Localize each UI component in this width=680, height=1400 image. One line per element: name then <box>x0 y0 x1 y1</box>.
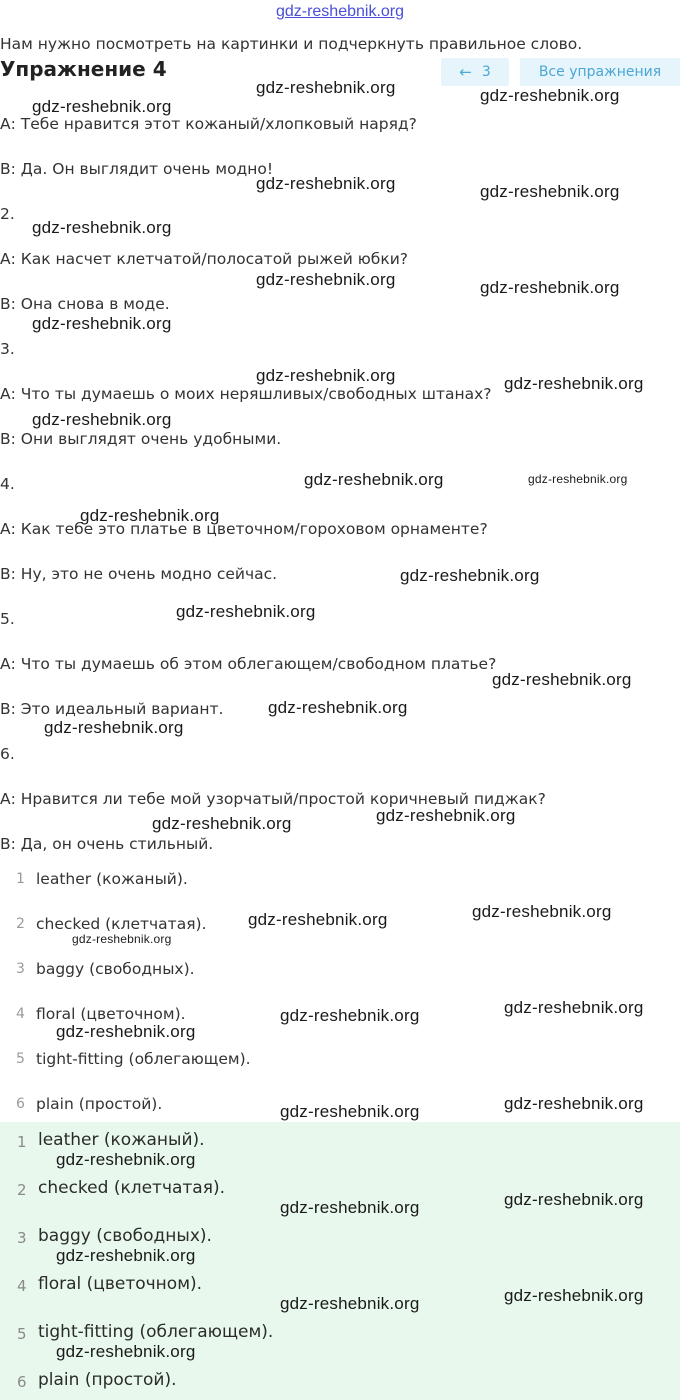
watermark: gdz-reshebnik.org <box>44 718 184 737</box>
all-exercises-button[interactable] <box>520 58 680 86</box>
highlight-answer-number: 6 <box>17 1373 27 1391</box>
watermark: gdz-reshebnik.org <box>80 506 220 525</box>
dialog-line: В: Да. Он выглядит очень модно! <box>0 160 274 178</box>
prev-exercise-button[interactable] <box>441 58 509 86</box>
dialog-line: В: Да, он очень стильный. <box>0 835 214 853</box>
dialog-line: 4. <box>0 475 15 493</box>
watermark: gdz-reshebnik.org <box>504 1286 644 1305</box>
dialog-line: В: Она снова в моде. <box>0 295 170 313</box>
watermark: gdz-reshebnik.org <box>376 806 516 825</box>
highlight-answer-number: 2 <box>17 1181 27 1199</box>
highlight-answer-number: 4 <box>17 1277 27 1295</box>
dialog-line: 5. <box>0 610 15 628</box>
answer-number: 3 <box>16 961 25 977</box>
dialog-line: А: Как насчет клетчатой/полосатой рыжей юбки? <box>0 250 409 268</box>
highlight-answer-text: baggy (свободных). <box>38 1226 212 1246</box>
watermark: gdz-reshebnik.org <box>248 910 388 929</box>
watermark: gdz-reshebnik.org <box>32 218 172 237</box>
answer-number: 4 <box>16 1006 25 1022</box>
watermark: gdz-reshebnik.org <box>504 998 644 1017</box>
watermark: gdz-reshebnik.org <box>152 814 292 833</box>
watermark: gdz-reshebnik.org <box>32 97 172 116</box>
watermark: gdz-reshebnik.org <box>480 182 620 201</box>
watermark: gdz-reshebnik.org <box>528 472 628 486</box>
dialog-line: В: Они выглядят очень удобными. <box>0 430 282 448</box>
prev-exercise-label: 3 <box>481 64 491 80</box>
highlight-answer-text: leather (кожаный). <box>38 1130 205 1150</box>
dialog-line: А: Что ты думаешь о моих неряшливых/свободных штанах? <box>0 385 492 403</box>
answer-text: leather (кожаный). <box>36 870 188 888</box>
watermark: gdz-reshebnik.org <box>280 1198 420 1217</box>
highlight-answer-text: checked (клетчатая). <box>38 1178 225 1198</box>
watermark: gdz-reshebnik.org <box>256 366 396 385</box>
arrow-left-icon: ← <box>459 63 472 81</box>
dialog-line: 3. <box>0 340 15 358</box>
watermark: gdz-reshebnik.org <box>504 1094 644 1113</box>
dialog-line: А: Как тебе это платье в цветочном/гороховом орнаменте? <box>0 520 488 538</box>
answer-text: tight-fitting (облегающем). <box>36 1050 251 1068</box>
highlight-answer-number: 1 <box>17 1133 27 1151</box>
watermark: gdz-reshebnik.org <box>472 902 612 921</box>
dialog-line: А: Что ты думаешь об этом облегающем/свободном платье? <box>0 655 497 673</box>
highlight-answer-text: tight-fitting (облегающем). <box>38 1322 274 1342</box>
watermark: gdz-reshebnik.org <box>480 278 620 297</box>
dialog-line: А: Нравится ли тебе мой узорчатый/простой коричневый пиджак? <box>0 790 546 808</box>
watermark: gdz-reshebnik.org <box>504 1190 644 1209</box>
watermark: gdz-reshebnik.org <box>504 374 644 393</box>
watermark: gdz-reshebnik.org <box>32 314 172 333</box>
watermark: gdz-reshebnik.org <box>280 1006 420 1025</box>
highlight-answer-number: 5 <box>17 1325 27 1343</box>
watermark: gdz-reshebnik.org <box>56 1022 196 1041</box>
watermark: gdz-reshebnik.org <box>268 698 408 717</box>
watermark: gdz-reshebnik.org <box>56 1150 196 1169</box>
highlight-answer-text: plain (простой). <box>38 1370 177 1390</box>
watermark: gdz-reshebnik.org <box>72 932 172 946</box>
watermark: gdz-reshebnik.org <box>256 174 396 193</box>
watermark: gdz-reshebnik.org <box>256 78 396 97</box>
watermark: gdz-reshebnik.org <box>32 410 172 429</box>
answer-number: 1 <box>16 871 25 887</box>
watermark: gdz-reshebnik.org <box>492 670 632 689</box>
site-link[interactable]: gdz-reshebnik.org <box>275 3 405 20</box>
dialog-line: А: Тебе нравится этот кожаный/хлопковый наряд? <box>0 115 417 133</box>
intro-text: Нам нужно посмотреть на картинки и подчеркнуть правильное слово. <box>0 35 583 53</box>
watermark: gdz-reshebnik.org <box>304 470 444 489</box>
watermark: gdz-reshebnik.org <box>176 602 316 621</box>
watermark: gdz-reshebnik.org <box>400 566 540 585</box>
watermark: gdz-reshebnik.org <box>480 86 620 105</box>
watermark: gdz-reshebnik.org <box>256 270 396 289</box>
page-title: Упражнение 4 <box>0 57 167 81</box>
dialog-line: В: Ну, это не очень модно сейчас. <box>0 565 278 583</box>
watermark: gdz-reshebnik.org <box>56 1246 196 1265</box>
dialog-line: 2. <box>0 205 15 223</box>
watermark: gdz-reshebnik.org <box>280 1294 420 1313</box>
watermark: gdz-reshebnik.org <box>280 1102 420 1121</box>
highlight-answer-number: 3 <box>17 1229 27 1247</box>
answer-text: baggy (свободных). <box>36 960 195 978</box>
watermark: gdz-reshebnik.org <box>56 1342 196 1361</box>
answer-text: floral (цветочном). <box>36 1005 186 1023</box>
dialog-line: 6. <box>0 745 15 763</box>
all-exercises-label: Все упражнения <box>538 64 662 80</box>
answer-text: plain (простой). <box>36 1095 163 1113</box>
answer-number: 5 <box>16 1051 25 1067</box>
dialog-line: В: Это идеальный вариант. <box>0 700 224 718</box>
answer-number: 6 <box>16 1096 25 1112</box>
highlight-answer-text: floral (цветочном). <box>38 1274 203 1294</box>
answer-number: 2 <box>16 916 25 932</box>
answer-text: checked (клетчатая). <box>36 915 207 933</box>
